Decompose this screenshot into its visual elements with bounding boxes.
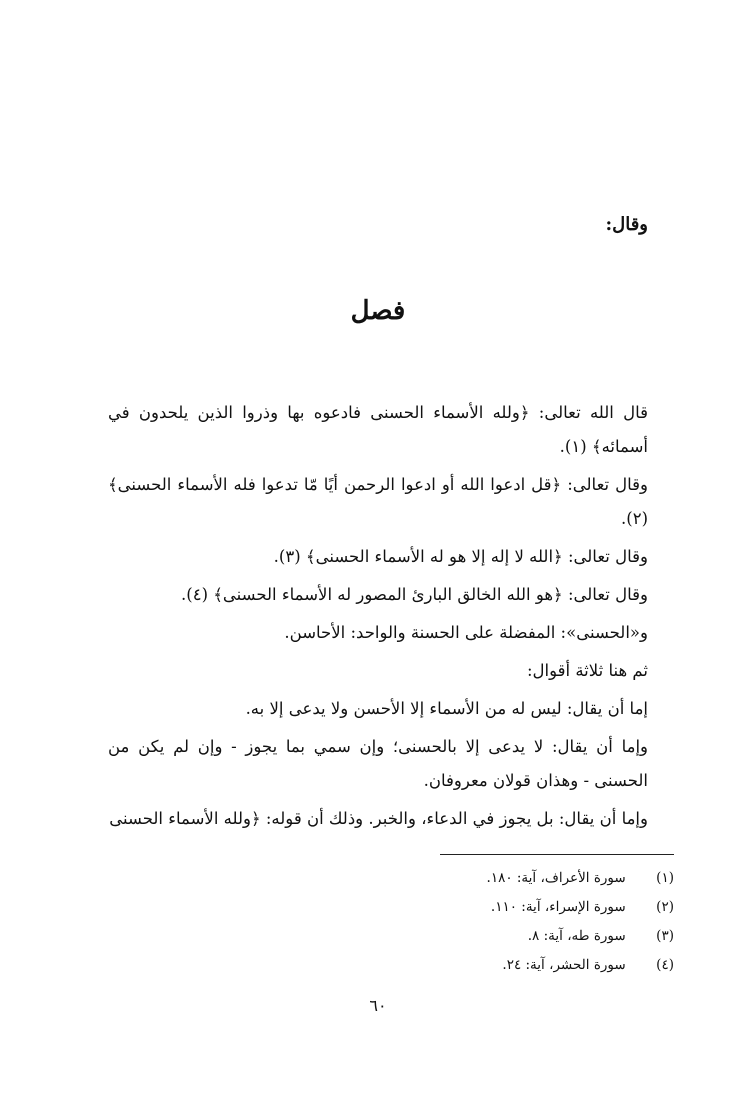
footnote bbox=[374, 922, 674, 951]
footnote-text: سورة الإسراء، آية: ١١٠. bbox=[490, 899, 626, 915]
footnotes bbox=[374, 864, 674, 980]
heading-label: وقال: bbox=[605, 214, 648, 235]
body-text bbox=[108, 396, 648, 836]
footnote-text: سورة الحشر، آية: ٢٤. bbox=[502, 957, 626, 973]
paragraph: وقال تعالى: ﴿الله لا إله إلا هو له الأسماء الحسنى﴾ (٣). bbox=[273, 547, 648, 566]
section-title: فصل bbox=[350, 296, 406, 326]
page-number: ٦٠ bbox=[369, 996, 387, 1015]
paragraph: قال الله تعالى: ﴿ولله الأسماء الحسنى فادعوه بها وذروا الذين يلحدون في أسمائه﴾ (١). bbox=[108, 403, 648, 456]
footnote-text: سورة طه، آية: ٨. bbox=[527, 928, 626, 944]
paragraph: وإما أن يقال: لا يدعى إلا بالحسنى؛ وإن سمي بما يجوز - وإن لم يكن من الحسنى - وهذان قولان معروفان. bbox=[108, 737, 648, 790]
footnote-number: (٢) bbox=[656, 899, 674, 915]
footnote bbox=[374, 951, 674, 980]
paragraph: إما أن يقال: ليس له من الأسماء إلا الأحسن ولا يدعى إلا به. bbox=[245, 699, 648, 718]
footnote-text: سورة الأعراف، آية: ١٨٠. bbox=[486, 870, 626, 886]
paragraph: وقال تعالى: ﴿قل ادعوا الله أو ادعوا الرحمن أيًا مّا تدعوا فله الأسماء الحسنى﴾ (٢). bbox=[108, 475, 648, 528]
footnote-divider bbox=[440, 854, 674, 855]
paragraph: وقال تعالى: ﴿هو الله الخالق البارئ المصور له الأسماء الحسنى﴾ (٤). bbox=[181, 585, 648, 604]
footnote-number: (١) bbox=[656, 870, 674, 886]
footnote-number: (٣) bbox=[656, 928, 674, 944]
paragraph: ثم هنا ثلاثة أقوال: bbox=[526, 661, 648, 680]
paragraph: و«الحسنى»: المفضلة على الحسنة والواحد: الأحاسن. bbox=[284, 623, 648, 642]
paragraph: وإما أن يقال: بل يجوز في الدعاء، والخبر. وذلك أن قوله: ﴿ولله الأسماء الحسنى bbox=[109, 809, 648, 828]
footnote bbox=[374, 893, 674, 922]
footnote bbox=[374, 864, 674, 893]
footnote-number: (٤) bbox=[656, 957, 674, 973]
